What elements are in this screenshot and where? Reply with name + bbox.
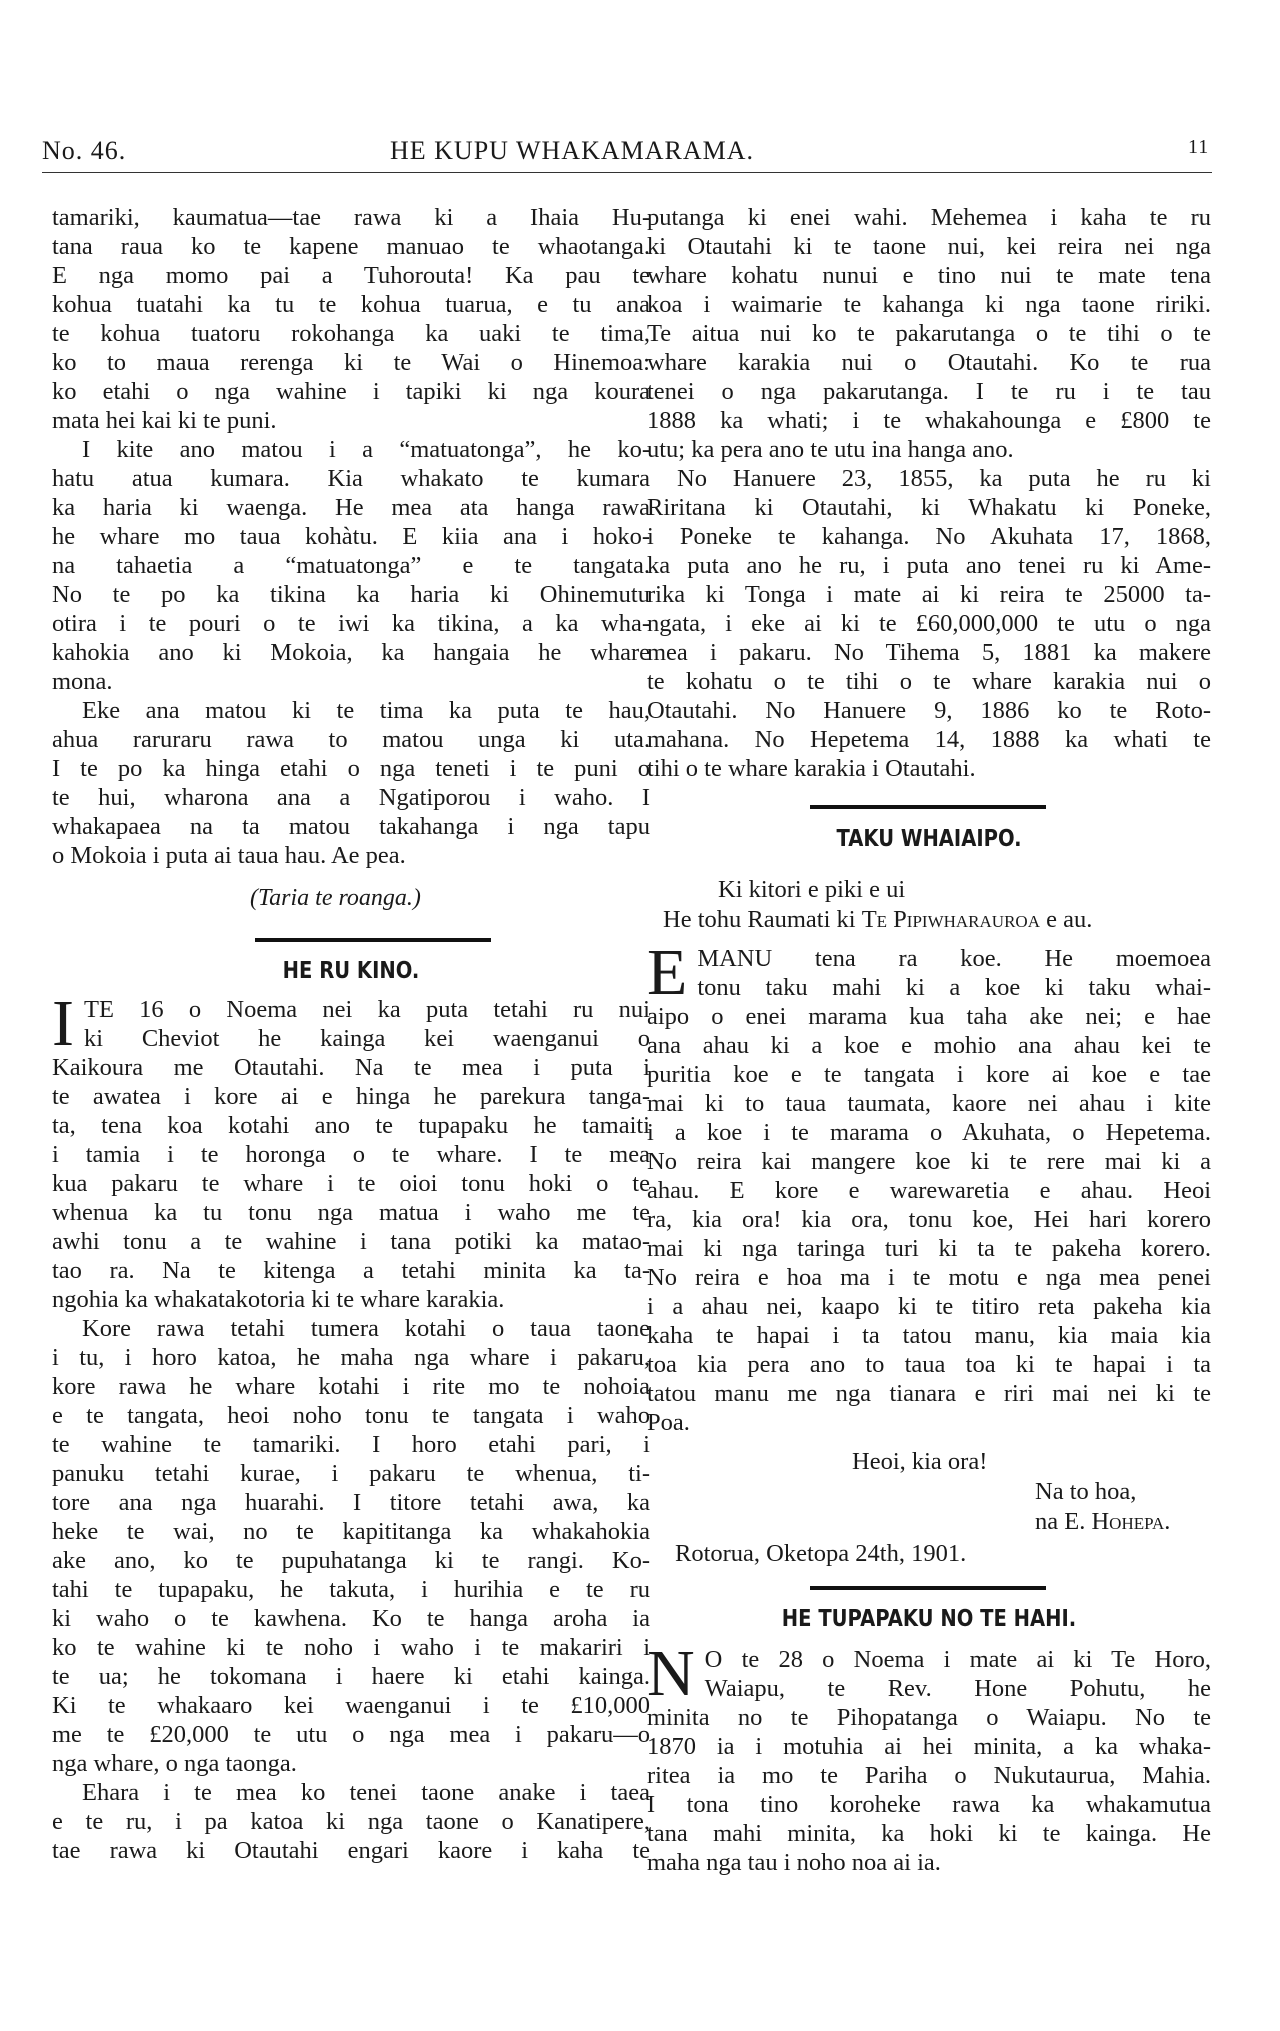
text-line: putanga ki enei wahi. Mehemea i kaha te ru [647,204,1211,231]
text-line: I te po ka hinga etahi o nga teneti i te puni o [52,755,650,782]
text-line: whakapaea na ta matou takahanga i nga tapu [52,813,650,840]
text-line: ahua raruraru rawa to matou unga ki uta. [52,726,650,753]
text-line: Kore rawa tetahi tumera kotahi o taua taone [82,1315,650,1342]
letter-body [647,936,1211,1437]
letter-heading: TAKU WHAIAIPO. [836,826,1022,852]
text-line: te kohua tuatoru rokohanga ka uaki te tima, [52,320,650,347]
text-line: me te £20,000 te utu o nga mea i pakaru—o [52,1721,650,1748]
text-line: Ki te whakaaro kei waenganui i te £10,000 [52,1692,650,1719]
text-line: tao ra. Na te kitenga a tetahi minita ka ta- [52,1257,650,1284]
text-line: whare kohatu nunui e tino nui te mate tena [647,262,1211,289]
text-line: tore ana nga huarahi. I titore tetahi awa, ka [52,1489,650,1516]
text-line: mata hei kai ki te puni. [52,407,277,434]
text-line: awhi tonu a te wahine i tana potiki ka matao- [52,1228,650,1255]
text-line: ko te wahine ki te noho i waho i te makariri i [52,1634,650,1661]
drop-cap: E [647,936,688,1009]
text-line: I kite ano matou i a “matuatonga”, he ko- [82,436,650,463]
section-rule [810,805,1046,809]
paragraph [52,987,650,1314]
text-line: ki waho o te kawhena. Ko te hanga aroha ia [52,1605,650,1632]
text-line: kahokia ano ki Mokoia, ka hangaia he whare [52,639,650,666]
text-line: te ua; he tokomana i haere ki etahi kainga. [52,1663,650,1690]
paragraph [52,435,650,696]
text-line: No te po ka tikina ka haria ki Ohinemutu [52,581,650,608]
paragraph [647,203,1211,464]
earthquake-article [52,987,650,1865]
section-rule [810,1586,1046,1590]
text-line: te wahine te tamariki. I horo etahi pari, i [52,1431,650,1458]
article-continued [52,203,650,870]
paragraph [52,696,650,870]
text-line: ko etahi o nga wahine i tapiki ki nga koura [52,378,650,405]
text-line: he whare mo taua kohàtu. E kiia ana i hoko- [52,523,650,550]
epigraph-text: He tohu Raumati ki [663,906,862,933]
text-line: Eke ana matou ki te tima ka puta te hau, [82,697,650,724]
text-line: ngohia ka whakatakotoria ki te whare karakia. [52,1286,505,1313]
text-line: ki Cheviot he kainga kei waenganui o [83,1025,650,1052]
text-line: tihi o te whare karakia i Otautahi. [647,755,976,782]
earthquake-article-continued [647,203,1211,783]
text-line: e te tangata, heoi noho tonu te tangata i waho [52,1402,650,1429]
text-line: 1870 ia i motuhia ai hei minita, a ka whaka- [647,1733,1211,1760]
text-line: mea i pakaru. No Tihema 5, 1881 ka makere [647,639,1211,666]
text-line: mai ki nga taringa turi ki ta te pakeha korero. [647,1235,1211,1262]
paragraph [52,1778,650,1865]
section-heading: HE RU KINO. [282,958,420,984]
text-line: ta, tena koa kotahi ano te tupapaku he tamaiti [52,1112,650,1139]
paragraph [647,1637,1211,1877]
text-line: ra, kia ora! kia ora, tonu koe, Hei hari korero [647,1206,1211,1233]
text-line: Te aitua nui ko te pakarutanga o te tihi o te [647,320,1211,347]
paragraph [52,1314,650,1778]
section-rule [255,938,491,942]
epigraph-text: e au. [1039,906,1093,933]
text-line: toa kia pera ano to taua toa ki te hapai i ta [647,1351,1211,1378]
text-line: kua pakaru te whare i te oioi tonu hoki o te [52,1170,650,1197]
letter-farewell: Heoi, kia ora! [852,1448,988,1475]
text-line: utu; ka pera ano te utu ina hanga ano. [647,436,1014,463]
text-line: ka puta ano he ru, i puta ano tenei ru ki Ame- [647,552,1211,579]
running-title: HE KUPU WHAKAMARAMA. [390,136,755,165]
text-line: Kaikoura me Otautahi. Na te mea i puta i [52,1054,650,1081]
drop-cap: N [647,1637,695,1710]
text-line: kaha te hapai i ta tatou manu, kia maia kia [647,1322,1211,1349]
signature-text: na E. [1035,1508,1092,1535]
epigraph-line-1: Ki kitori e piki e ui [718,876,906,903]
text-line: Riritana ki Otautahi, ki Whakatu ki Poneke, [647,494,1211,521]
issue-number: No. 46. [42,136,127,165]
obituary-heading: HE TUPAPAKU NO TE HAHI. [781,1606,1077,1632]
text-line: e te ru, i pa katoa ki nga taone o Kanatipere, [52,1808,650,1835]
text-line: kohua tuatahi ka tu te kohua tuarua, e tu ana [52,291,650,318]
text-line: ahau. E kore e warewaretia e ahau. Heoi [647,1177,1211,1204]
text-line: ngata, i eke ai ki te £60,000,000 te utu o nga [647,610,1211,637]
paragraph [647,936,1211,1437]
text-line: hatu atua kumara. Kia whakato te kumara [52,465,650,492]
text-line: minita no te Pihopatanga o Waiapu. No te [647,1704,1211,1731]
text-line: te hui, wharona ana a Ngatiporou i waho. I [52,784,650,811]
text-line: ritea ia mo te Pariha o Nukutaurua, Mahia. [647,1762,1211,1789]
text-line: Otautahi. No Hanuere 9, 1886 ko te Roto- [647,697,1211,724]
text-line: i Poneke te kahanga. No Akuhata 17, 1868, [647,523,1211,550]
text-line: Ehara i te mea ko tenei taone anake i taea [82,1779,650,1806]
letter-place-date: Rotorua, Oketopa 24th, 1901. [675,1540,967,1567]
paragraph [52,203,650,435]
page-number: 11 [1188,136,1210,158]
text-line: mai ki to taua taumata, kaore nei ahau i kite [647,1090,1211,1117]
text-line: ake ano, ko te pupuhatanga ki te rangi. Ko- [52,1547,650,1574]
text-line: whare karakia nui o Otautahi. Ko te rua [647,349,1211,376]
text-line: TE 16 o Noema nei ka puta tetahi ru nui [83,996,650,1023]
text-line: tae rawa ki Otautahi engari kaore i kaha te [52,1837,650,1864]
text-line: o Mokoia i puta ai taua hau. Ae pea. [52,842,406,869]
text-line: mahana. No Hepetema 14, 1888 ka whati te [647,726,1211,753]
text-line: tatou manu me nga tianara e riri mai nei ki te [647,1380,1211,1407]
text-line: whenua ka tu tonu nga matua i waho me te [52,1199,650,1226]
text-line: tana raua ko te kapene manuao te whaotanga. [52,233,650,260]
text-line: koa i waimarie te kahanga ki nga taone ririki. [647,291,1211,318]
text-line: tenei o nga pakarutanga. I te ru i te tau [647,378,1211,405]
text-line: kore rawa he whare kotahi i rite mo te nohoia [52,1373,650,1400]
text-line: te kohatu o te tihi o te whare karakia nui o [647,668,1211,695]
epigraph-line-2 [663,906,1092,934]
text-line: Poa. [647,1409,690,1436]
text-line: O te 28 o Noema i mate ai ki Te Horo, [704,1646,1211,1673]
paragraph [647,464,1211,783]
text-line: puritia koe e te tangata i kore ai koe e tae [647,1061,1211,1088]
letter-from: Na to hoa, [1035,1478,1137,1505]
text-line: i a ahau nei, kaapo ki te titiro reta pakeha kia [647,1293,1211,1320]
text-line: ki Otautahi ki te taone nui, kei reira nei nga [647,233,1211,260]
text-line: E nga momo pai a Tuhorouta! Ka pau te [52,262,650,289]
text-line: maha nga tau i noho noa ai ia. [647,1849,941,1876]
text-line: No reira kai mangere koe ki te rere mai ki a [647,1148,1211,1175]
text-line: ka haria ki waenga. He mea ata hanga rawa [52,494,650,521]
text-line: i tu, i horo katoa, he maha nga whare i pakaru, [52,1344,650,1371]
text-line: No reira e hoa ma i te motu e nga mea penei [647,1264,1211,1291]
text-line: i tamia i te horonga o te whare. I te mea [52,1141,650,1168]
text-line: aipo o enei marama kua taha ake nei; e hae [647,1003,1211,1030]
text-line: otira i te pouri o te iwi ka tikina, a ka wha- [52,610,650,637]
text-line: No Hanuere 23, 1855, ka puta he ru ki [677,465,1211,492]
text-line: 1888 ka whati; i te whakahounga e £800 te [647,407,1211,434]
header-rule [42,172,1212,173]
drop-cap: I [52,987,74,1060]
text-line: MANU tena ra koe. He moemoea [697,945,1211,972]
text-line: tahi te tupapaku, he takuta, i hurihia e te ru [52,1576,650,1603]
text-line: te awatea i kore ai e hinga he parekura tanga- [52,1083,650,1110]
text-line: panuku tetahi kurae, i pakaru te whenua, ti- [52,1460,650,1487]
text-line: mona. [52,668,113,695]
to-be-continued-note: (Taria te roanga.) [250,885,421,911]
signature-name: Hohepa. [1091,1508,1171,1535]
text-line: na tahaetia a “matuatonga” e te tangata. [52,552,650,579]
text-line: ana ahau ki a koe e mohio ana ahau kei te [647,1032,1211,1059]
obituary-body [647,1637,1211,1877]
text-line: nga whare, o nga taonga. [52,1750,297,1777]
text-line: ko to maua rerenga ki te Wai o Hinemoa: [52,349,650,376]
newspaper-name: Te Pipiwharauroa [861,906,1040,933]
text-line: heke te wai, no te kapititanga ka whakahokia [52,1518,650,1545]
text-line: i a koe i te marama o Akuhata, o Hepetema. [647,1119,1211,1146]
letter-signature [1035,1508,1170,1536]
text-line: tana mahi minita, ka hoki ki te kainga. He [647,1820,1211,1847]
text-line: tonu taku mahi ki a koe ki taku whai- [697,974,1211,1001]
text-line: tamariki, kaumatua—tae rawa ki a Ihaia Hu- [52,204,650,231]
text-line: Waiapu, te Rev. Hone Pohutu, he [704,1675,1211,1702]
text-line: rika ki Tonga i mate ai ki reira te 25000 ta- [647,581,1211,608]
text-line: I tona tino koroheke rawa ka whakamutua [647,1791,1211,1818]
